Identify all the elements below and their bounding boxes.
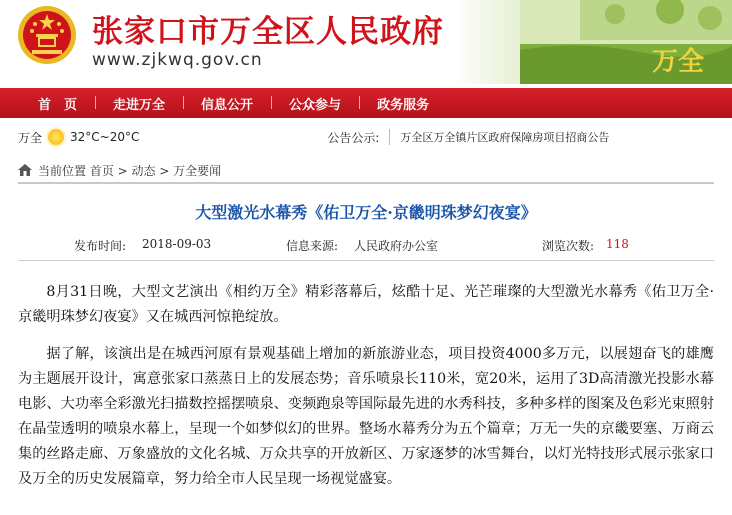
views-label: 浏览次数:: [542, 239, 595, 253]
nav-services[interactable]: 政务服务: [359, 94, 447, 113]
publish-label: 发布时间:: [74, 239, 127, 253]
publish-date: 2018-09-03: [142, 237, 212, 251]
weather-temperature: 32°C~20°C: [70, 130, 140, 144]
divider: [18, 260, 714, 261]
nav-home[interactable]: 首 页: [38, 97, 78, 113]
national-emblem-icon: [16, 4, 78, 66]
nav-about[interactable]: 走进万全: [95, 94, 183, 113]
nav-info-public[interactable]: 信息公开: [183, 94, 271, 113]
site-title: 张家口市万全区人民政府: [92, 14, 444, 50]
source-value: 人民政府办公室: [354, 239, 439, 253]
breadcrumb-text[interactable]: 当前位置 首页 > 动态 > 万全要闻: [38, 163, 222, 178]
notice-link[interactable]: 万全区万全镇片区政府保障房项目招商公告: [400, 131, 610, 144]
source-label: 信息来源:: [286, 239, 339, 253]
notice-divider: [389, 129, 390, 145]
notice-label: 公告公示:: [327, 130, 380, 145]
home-icon: [18, 164, 32, 176]
main-nav: [0, 88, 732, 118]
breadcrumb: [18, 158, 714, 184]
views-count: 118: [606, 237, 629, 251]
article-paragraph: 8月31日晚，大型文艺演出《相约万全》精彩落幕后，炫酷十足、光芒璀璨的大型激光水幕秀《佑卫万全·京畿明珠梦幻夜宴》又在城西河惊艳绽放。: [18, 284, 714, 325]
svg-text:万全: 万全: [652, 47, 705, 77]
info-bar: [0, 122, 732, 152]
article-paragraph: 据了解，该演出是在城西河原有景观基础上增加的新旅游业态，项目投资4000多万元，以展翅奋飞的雄鹰为主题展开设计，寓意张家口蒸蒸日上的发展态势；音乐喷泉长110米，宽20米，运用了3D高清激光投影水幕电影、大功率全彩激光扫描数控摇摆喷泉、变频跑泉等国际最先进的水秀科技，多种多样的图案及色彩光束照射在晶莹透明的喷泉水幕上，呈现一个如梦似幻的世界。整场水幕秀分为五个篇章；万无一失的京畿要塞、万商云集的丝路走廊、万象盛放的文化名城、万众共享的开放新区、万家逐梦的冰雪舞台，以灯光特技形式展示张家口及万全的历史发展篇章，努力给全市人民呈现一场视觉盛宴。: [18, 346, 714, 487]
article-title: 大型激光水幕秀《佑卫万全·京畿明珠梦幻夜宴》: [195, 203, 537, 222]
site-url[interactable]: www.zjkwq.gov.cn: [92, 50, 263, 70]
banner-landscape-image: [520, 0, 732, 84]
article-meta: [0, 233, 732, 255]
article-body: [18, 280, 714, 504]
nav-participation[interactable]: 公众参与: [271, 94, 359, 113]
weather-location: 万全: [18, 130, 43, 145]
site-header: [0, 0, 732, 84]
sun-icon: [48, 129, 64, 145]
